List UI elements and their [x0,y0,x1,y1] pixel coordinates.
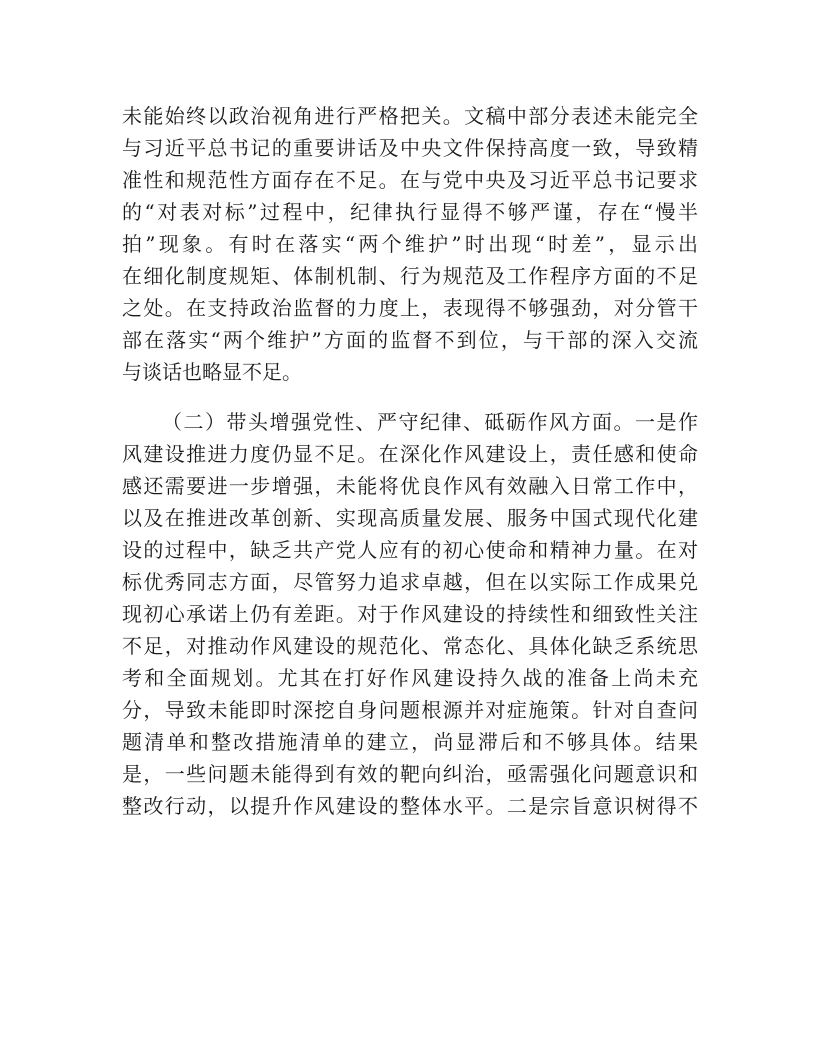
text-line: 整改行动，以提升作风建设的整体水平。二是宗旨意识树得不 [122,794,698,818]
text-line: 准性和规范性方面存在不足。在与党中央及习近平总书记要求 [122,168,698,192]
section-heading-line: （二）带头增强党性、严守纪律、砥砺作风方面。一是作 [162,410,698,434]
text-line: 的“对表对标”过程中，纪律执行显得不够严谨，存在“慢半 [122,200,698,224]
text-line: 设的过程中，缺乏共产党人应有的初心使命和精神力量。在对 [122,538,698,562]
paragraph-party-discipline-style [122,406,698,822]
text-line: 部在落实“两个维护”方面的监督不到位，与干部的深入交流 [122,328,698,352]
text-line: 在细化制度规矩、体制机制、行为规范及工作程序方面的不足 [122,264,698,288]
text-line: 之处。在支持政治监督的力度上，表现得不够强劲，对分管干 [122,296,698,320]
text-line: 感还需要进一步增强，未能将优良作风有效融入日常工作中， [122,474,698,498]
text-line: 与习近平总书记的重要讲话及中央文件保持高度一致，导致精 [122,136,698,160]
paragraph-political-review [122,100,698,388]
text-line: 未能始终以政治视角进行严格把关。文稿中部分表述未能完全 [122,104,698,128]
text-line: 不足，对推动作风建设的规范化、常态化、具体化缺乏系统思 [122,634,698,658]
document-body [122,100,698,822]
text-line: 标优秀同志方面，尽管努力追求卓越，但在以实际工作成果兑 [122,570,698,594]
text-line: 题清单和整改措施清单的建立，尚显滞后和不够具体。结果 [122,730,698,754]
text-line: 现初心承诺上仍有差距。对于作风建设的持续性和细致性关注 [122,602,698,626]
text-line: 分，导致未能即时深挖自身问题根源并对症施策。针对自查问 [122,698,698,722]
text-line: 是，一些问题未能得到有效的靶向纠治，亟需强化问题意识和 [122,762,698,786]
text-line: 与谈话也略显不足。 [122,360,302,384]
text-line: 风建设推进力度仍显不足。在深化作风建设上，责任感和使命 [122,442,698,466]
text-line: 拍”现象。有时在落实“两个维护”时出现“时差”，显示出 [122,232,698,256]
paragraph-spacer [122,388,698,406]
text-line: 考和全面规划。尤其在打好作风建设持久战的准备上尚未充 [122,666,698,690]
text-line: 以及在推进改革创新、实现高质量发展、服务中国式现代化建 [122,506,698,530]
